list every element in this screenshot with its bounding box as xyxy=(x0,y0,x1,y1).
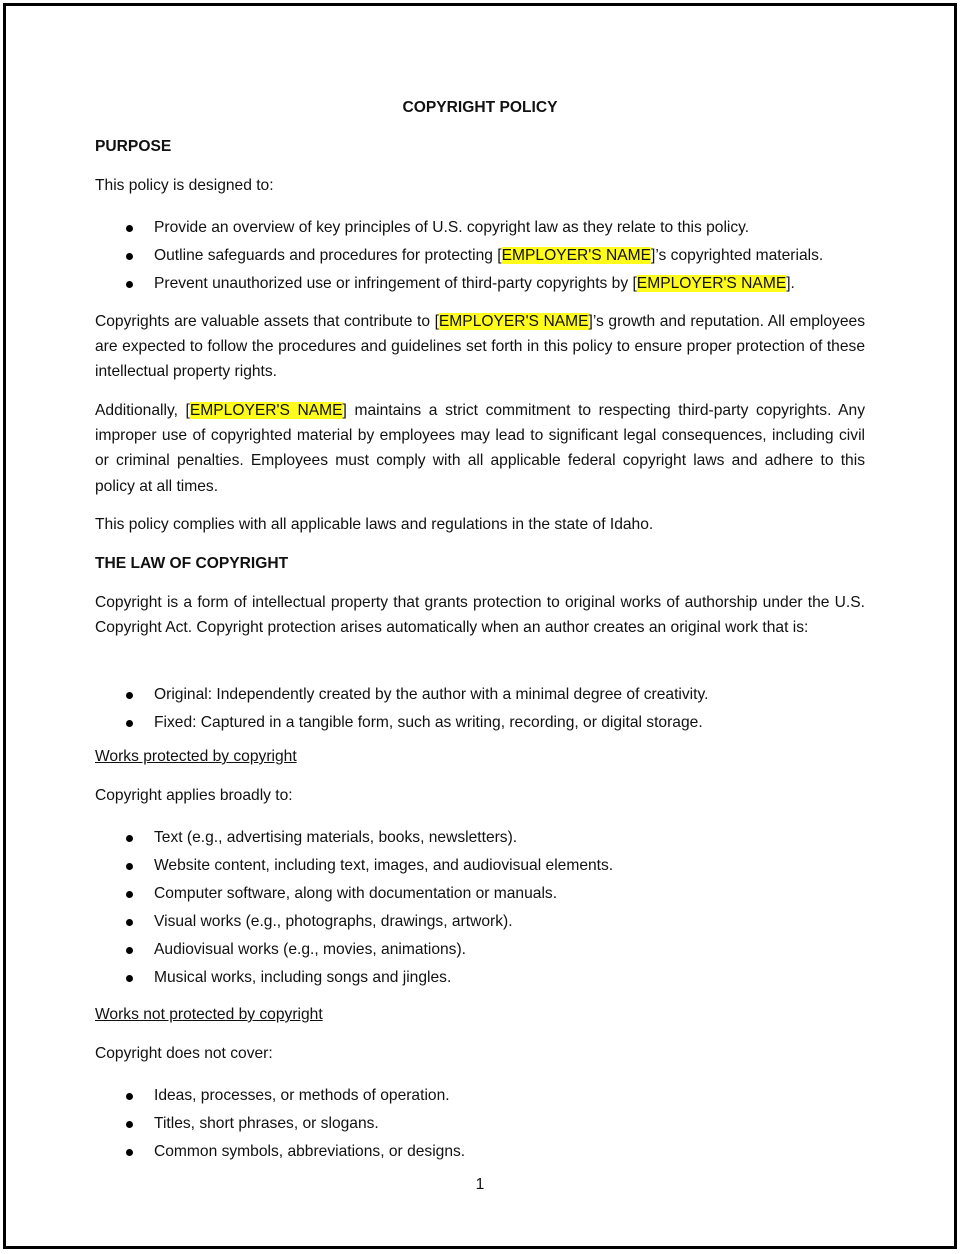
page-number: 1 xyxy=(475,1176,485,1193)
purpose-paragraph-3: This policy complies with all applicable laws and regulations in the state of Idaho. xyxy=(95,516,654,533)
list-item: Visual works (e.g., photographs, drawings, artwork). xyxy=(95,908,613,936)
employer-placeholder: EMPLOYER'S NAME xyxy=(189,402,343,419)
not-protected-heading: Works not protected by copyright xyxy=(95,1006,323,1023)
list-item: Text (e.g., advertising materials, books, newsletters). xyxy=(95,824,613,852)
document-title: COPYRIGHT POLICY xyxy=(402,99,558,116)
protected-list xyxy=(95,824,613,992)
purpose-intro: This policy is designed to: xyxy=(95,177,274,194)
protected-heading: Works protected by copyright xyxy=(95,748,297,765)
not-protected-intro: Copyright does not cover: xyxy=(95,1045,273,1062)
list-item: Outline safeguards and procedures for protecting [EMPLOYER'S NAME]’s copyrighted materials. xyxy=(95,242,823,270)
list-item: Musical works, including songs and jingles. xyxy=(95,964,613,992)
law-heading: THE LAW OF COPYRIGHT xyxy=(95,555,289,572)
not-protected-list xyxy=(95,1082,465,1166)
list-item: Provide an overview of key principles of U.S. copyright law as they relate to this policy. xyxy=(95,214,823,242)
list-item: Computer software, along with documentation or manuals. xyxy=(95,880,613,908)
employer-placeholder: EMPLOYER'S NAME xyxy=(438,313,589,330)
list-item: Website content, including text, images, and audiovisual elements. xyxy=(95,852,613,880)
list-item: Common symbols, abbreviations, or designs. xyxy=(95,1138,465,1166)
list-item: Audiovisual works (e.g., movies, animations). xyxy=(95,936,613,964)
purpose-heading: PURPOSE xyxy=(95,138,172,155)
employer-placeholder: EMPLOYER'S NAME xyxy=(501,247,652,264)
list-item: Ideas, processes, or methods of operation. xyxy=(95,1082,465,1110)
employer-placeholder: EMPLOYER'S NAME xyxy=(636,275,787,292)
purpose-list xyxy=(95,214,823,298)
list-item: Prevent unauthorized use or infringement of third-party copyrights by [EMPLOYER'S NAME]. xyxy=(95,270,823,298)
protected-intro: Copyright applies broadly to: xyxy=(95,787,293,804)
list-item: Titles, short phrases, or slogans. xyxy=(95,1110,465,1138)
purpose-paragraph-2: Additionally, [EMPLOYER'S NAME] maintains a strict commitment to respecting third-party copyrights. Any improper use of copyrighted material by employees may lead to significant legal consequences, including civil or criminal penalties. Employees must comply with all applicable federal copyright laws and adhere to this policy at all times. xyxy=(95,402,866,495)
list-item: Fixed: Captured in a tangible form, such as writing, recording, or digital storage. xyxy=(95,709,708,737)
purpose-paragraph-1: Copyrights are valuable assets that contribute to [EMPLOYER'S NAME]’s growth and reputation. All employees are expected to follow the procedures and guidelines set forth in this policy to ensure proper protection of these intellectual property rights. xyxy=(95,313,865,381)
document-page xyxy=(3,3,957,1249)
law-list xyxy=(95,681,708,737)
list-item: Original: Independently created by the author with a minimal degree of creativity. xyxy=(95,681,708,709)
law-intro: Copyright is a form of intellectual property that grants protection to original works of authorship under the U.S. Copyright Act. Copyright protection arises automatically when an author creates an original work that is: xyxy=(95,594,865,637)
